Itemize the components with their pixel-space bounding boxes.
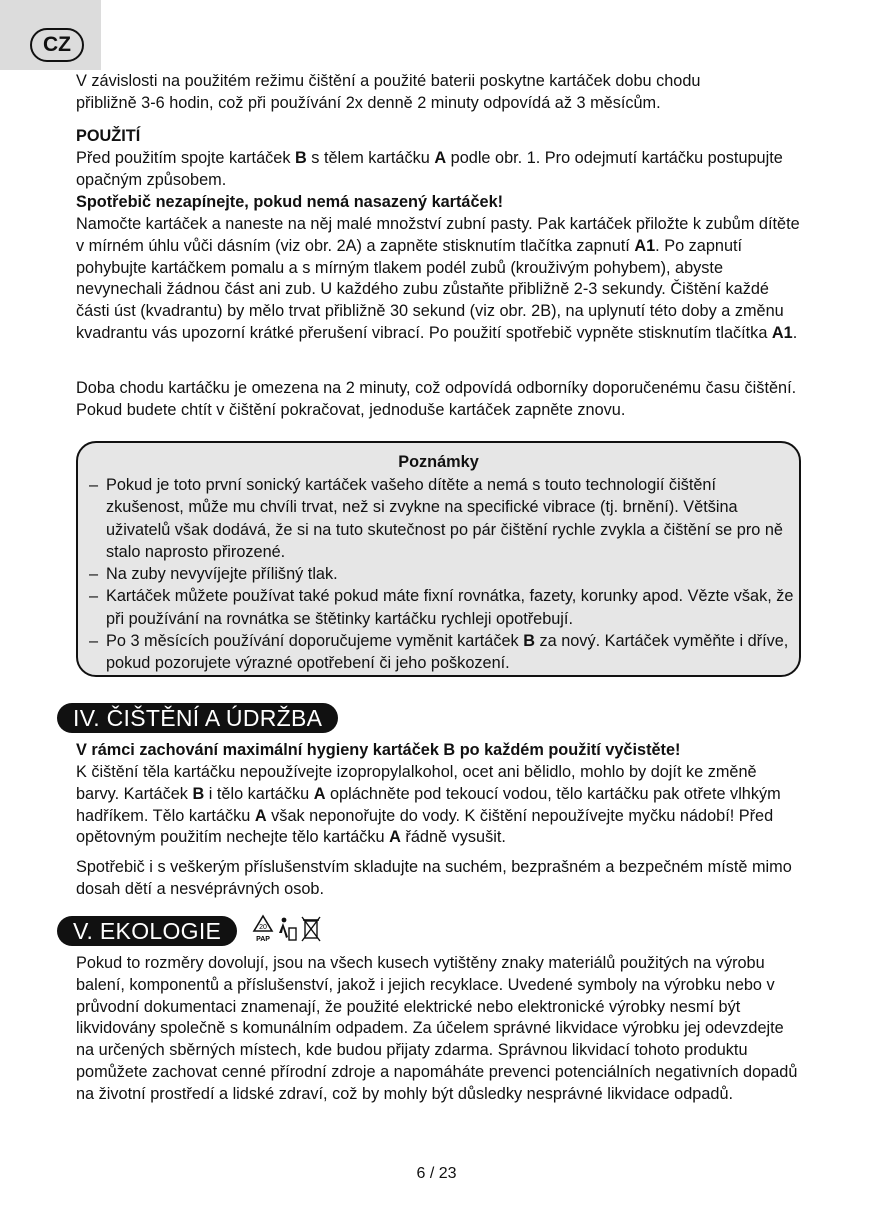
list-item: – Po 3 měsících používání doporučujeme vyměnit kartáček B za nový. Kartáček vyměňte i dříve, pokud pozorujete výrazné opotřebení či jeho poškození.	[89, 632, 789, 673]
use-paragraph-1: Před použitím spojte kartáček B s tělem kartáčku A podle obr. 1. Pro odejmutí kartáčku postupujte opačným způsobem.	[76, 149, 783, 189]
recycle-pap-icon	[254, 916, 272, 943]
list-item: – Pokud je toto první sonický kartáček vašeho dítěte a nemá s touto technologií čištění zkušenost, může mu chvíli trvat, než si zvykne na specifické vibrace (tj. brnění). Většina uživatelů však dodává, že si na tuto skutečnost po pár čištění rychle zvykla a čištění se pro ně stalo naprosto přirozené.	[89, 476, 783, 561]
cleaning-lead: V rámci zachování maximální hygieny kartáček B po každém použití vyčistěte!	[76, 741, 681, 759]
language-badge: CZ	[30, 28, 84, 62]
notes-title: Poznámky	[398, 453, 479, 471]
list-item: – Na zuby nevyvíjejte přílišný tlak.	[89, 565, 338, 584]
cleaning-paragraph-1: K čištění těla kartáčku nepoužívejte izopropylalkohol, ocet ani bělidlo, mohlo by dojít ke změně barvy. Kartáček B i tělo kartáčku A opláchněte pod tekoucí vodou, tělo kartáčku pak otřete vlhkým hadříkem. Tělo kartáčku A však neponořujte do vody. K čištění nepoužívejte myčku nádobí! Před opětovným použitím nechejte tělo kartáčku A řádně vysušit.	[76, 763, 781, 847]
use-paragraph-3: Doba chodu kartáčku je omezena na 2 minuty, což odpovídá odborníky doporučenému času čištění. Pokud budete chtít v čištění pokračovat, jednoduše kartáček zapněte znovu.	[76, 379, 797, 419]
use-paragraph-2: Namočte kartáček a naneste na něj malé množství zubní pasty. Pak kartáček přiložte k zubům dítěte v mírném úhlu vůči dásním (viz obr. 2A) a zapněte stisknutím tlačítka zapnutí A1. Po zapnutí pohybujte kartáčkem pomalu a s mírným tlakem podél zubů (krouživým pohybem), abyste nevynechali žádnou část ani zub. U každého zubu zůstaňte přibližně 2-3 sekundy. Čištění každé části úst (kvadrantu) by mělo trvat přibližně 30 sekund (viz obr. 2B), na uplynutí této doby a změnu kvadrantu vás upozorní krátké přerušení vibrací. Po použití spotřebič vypněte stisknutím tlačítka A1.	[76, 215, 800, 342]
svg-text:20: 20	[259, 924, 267, 931]
intro-line-1: V závislosti na použitém režimu čištění a použité baterii poskytne kartáček dobu chodu	[76, 72, 701, 90]
notes-list	[89, 474, 794, 675]
crossed-bin-icon	[302, 917, 320, 941]
cleaning-heading: IV. ČIŠTĚNÍ A ÚDRŽBA	[57, 703, 338, 733]
use-heading: POUŽITÍ	[76, 127, 141, 145]
list-item: – Kartáček můžete používat také pokud máte fixní rovnátka, fazety, korunky apod. Vězte však, že při používání na rovnátka se štětinky kartáčku rychleji opotřebují.	[89, 587, 794, 628]
svg-text:PAP: PAP	[256, 936, 270, 943]
eco-symbols	[252, 914, 324, 946]
use-warning: Spotřebič nezapínejte, pokud nemá nasazený kartáček!	[76, 193, 504, 211]
notes-box	[76, 441, 801, 677]
tidyman-icon	[279, 918, 296, 940]
intro-line-2: přibližně 3-6 hodin, což při používání 2x denně 2 minuty odpovídá až 3 měsícům.	[76, 93, 661, 112]
ecology-paragraph: Pokud to rozměry dovolují, jsou na všech kusech vytištěny znaky materiálů použitých na výrobu balení, komponentů a příslušenství, jakož i jejich recyklace. Uvedené symboly na výrobku nebo v průvodní dokumentaci znamenají, že použité elektrické nebo elektronické výrobky nesmí být likvidovány společně s komunálním odpadem. Za účelem správné likvidace výrobku jej odevzdejte na určených sběrných místech, kde budou přijaty zdarma. Správnou likvidací tohoto produktu pomůžete zachovat cenné přírodní zdroje a napomáháte prevenci potenciálních negativních dopadů na životní prostředí a lidské zdraví, což by mohly být důsledky nesprávné likvidace odpadů.	[76, 954, 798, 1103]
page-number: 6 / 23	[416, 1165, 457, 1182]
ecology-heading: V. EKOLOGIE	[57, 916, 237, 946]
intro-paragraph	[76, 71, 801, 115]
cleaning-paragraph-2: Spotřebič i s veškerým příslušenstvím skladujte na suchém, bezprašném a bezpečném místě mimo dosah dětí a nesvéprávných osob.	[76, 858, 792, 898]
